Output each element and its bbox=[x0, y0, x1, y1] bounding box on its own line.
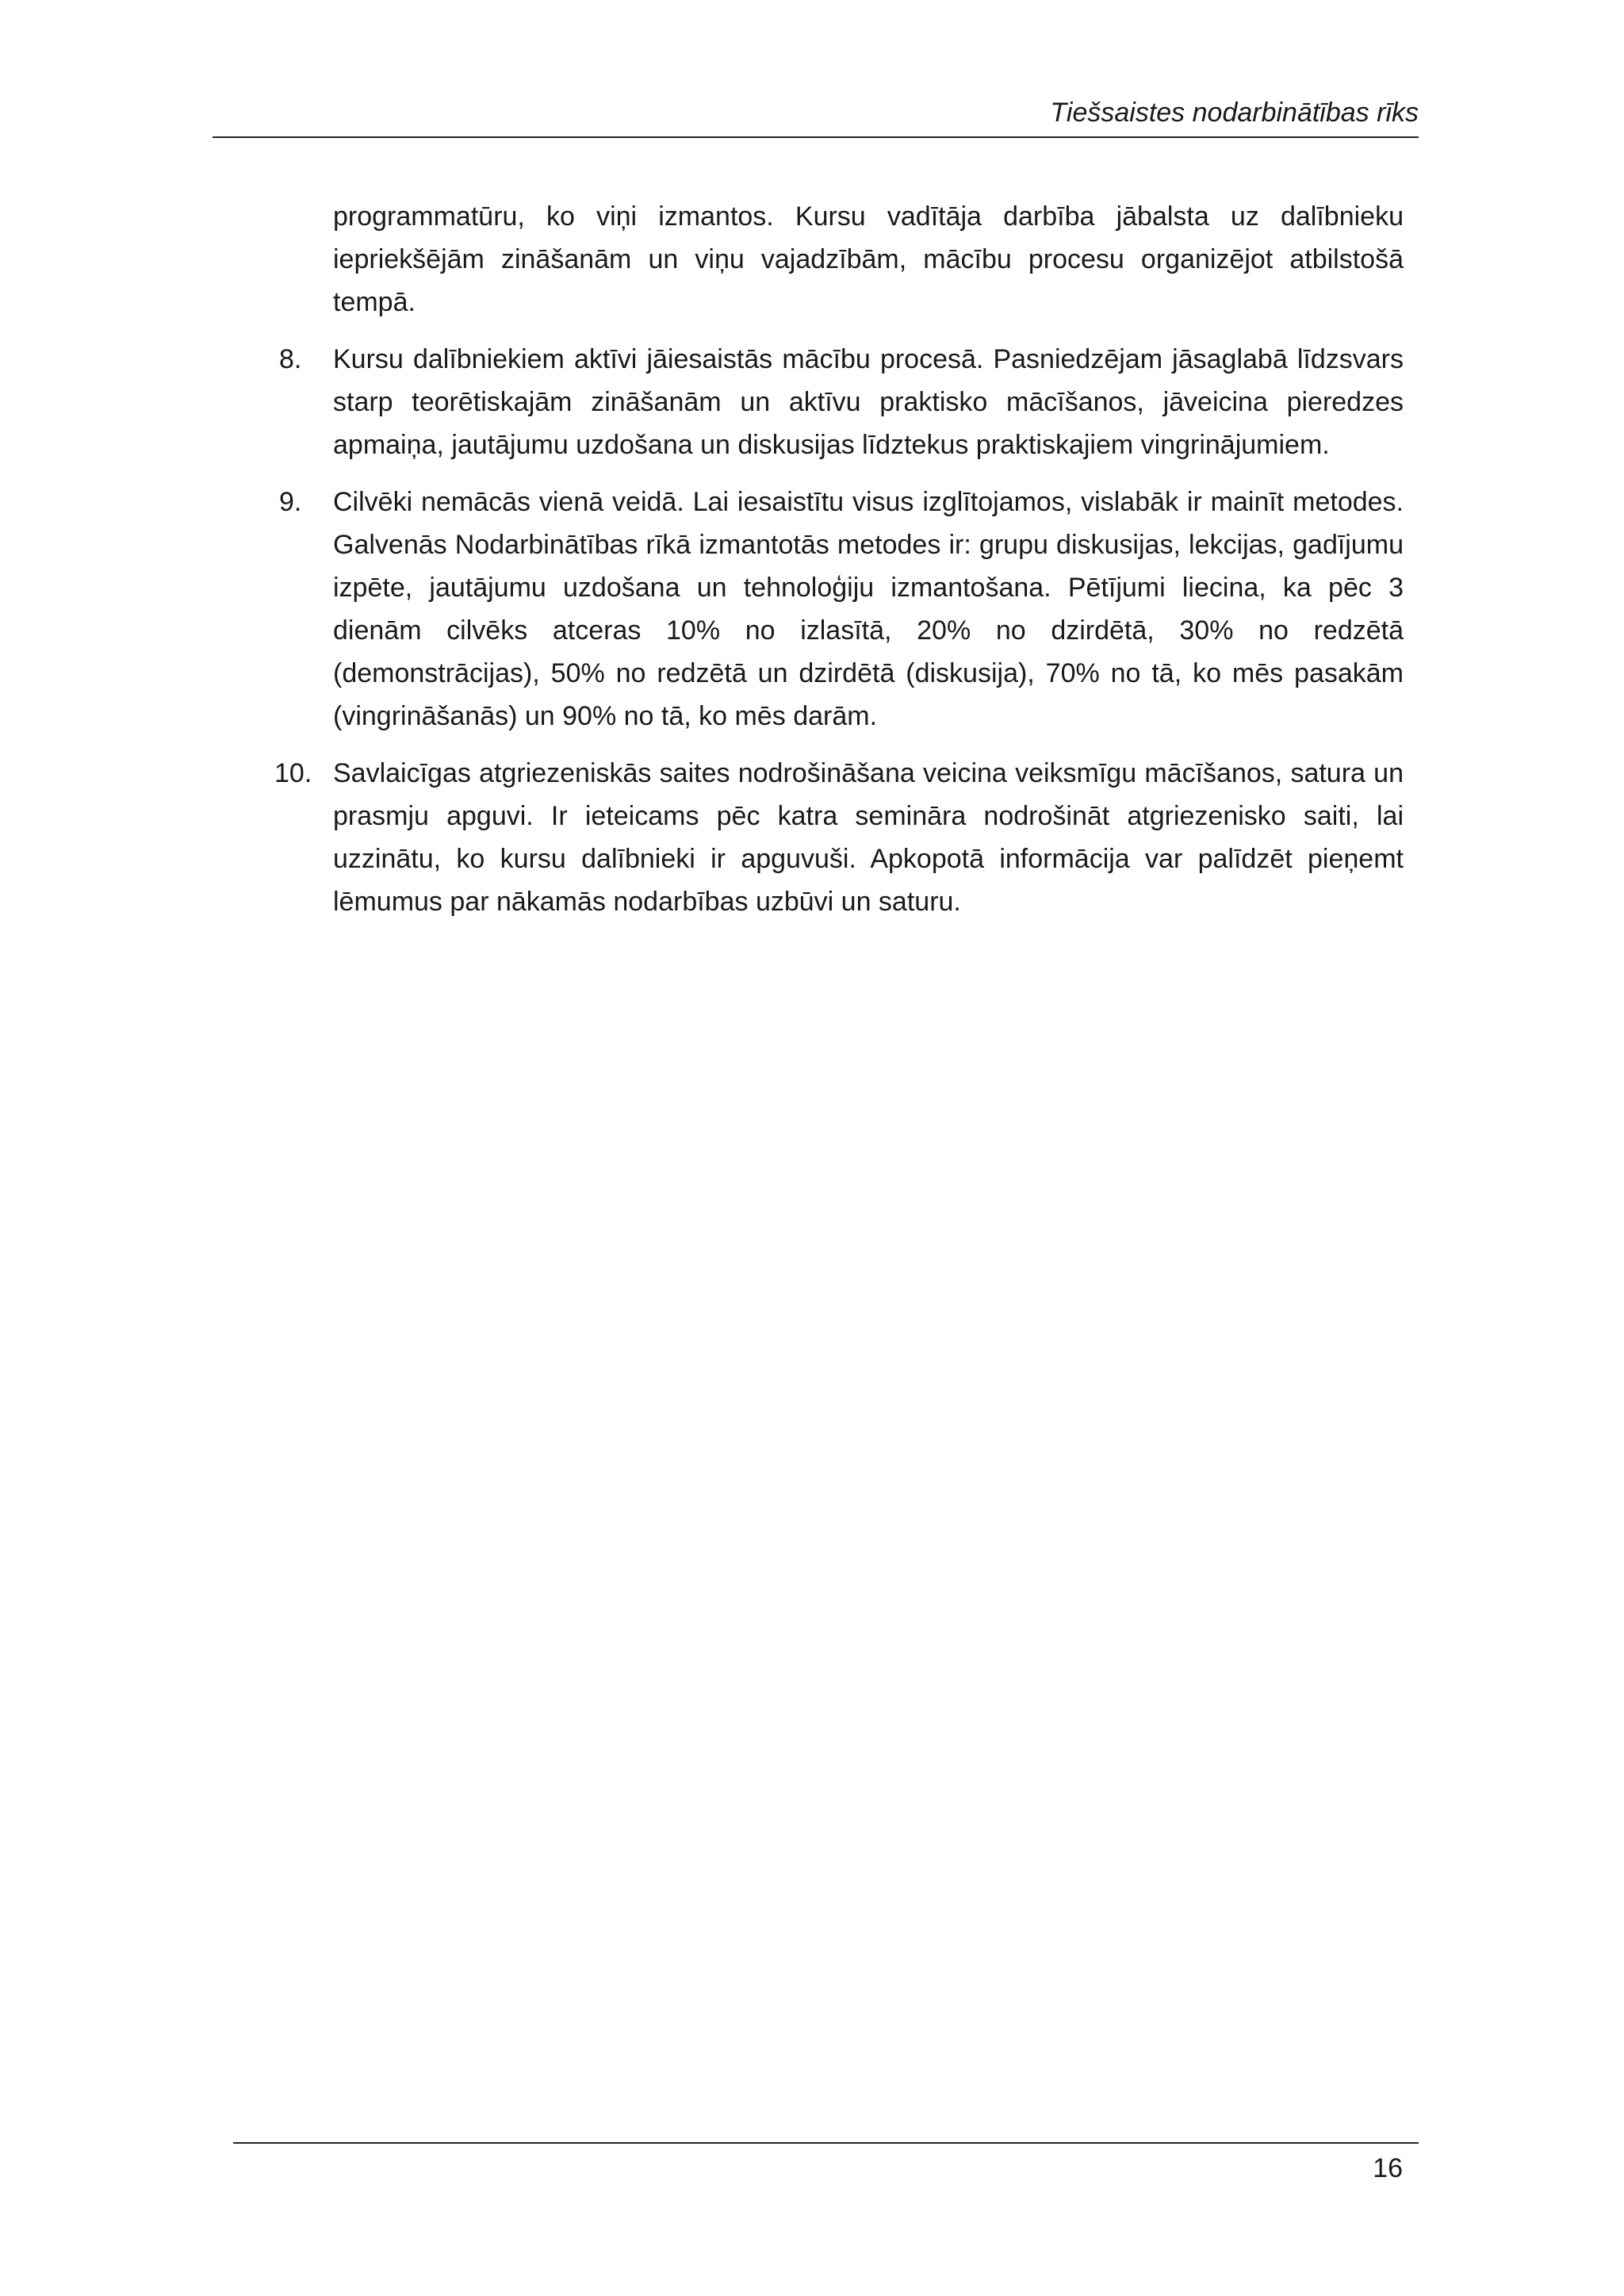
list-item-text: Savlaicīgas atgriezeniskās saites nodrošināšana veicina veiksmīgu mācīšanos, satura un prasmju apguvi. Ir ieteicams pēc katra semināra nodrošināt atgriezenisko saiti, lai uzzinātu, ko kursu dalībnieki ir apguvuši. Apkopotā informācija var palīdzēt pieņemt lēmumus par nākamās nodarbības uzbūvi un saturu. bbox=[333, 758, 1404, 917]
page-header bbox=[213, 97, 1419, 138]
list-item bbox=[279, 338, 1404, 466]
footer-divider bbox=[233, 2142, 1419, 2144]
list-item bbox=[279, 481, 1404, 738]
list-item-number: 8. bbox=[279, 344, 302, 374]
continuation-paragraph: programmatūru, ko viņi izmantos. Kursu vadītāja darbība jābalsta uz dalībnieku iepriekšējām zināšanām un viņu vajadzībām, mācību procesu organizējot atbilstošā tempā. bbox=[333, 201, 1404, 317]
document-body bbox=[274, 195, 1404, 937]
page-number: 16 bbox=[1373, 2153, 1403, 2183]
header-title: Tiešsaistes nodarbinātības rīks bbox=[1050, 98, 1419, 128]
list-item-text: Cilvēki nemācās vienā veidā. Lai iesaistītu visus izglītojamos, vislabāk ir mainīt metodes. Galvenās Nodarbinātības rīkā izmantotās metodes ir: grupu diskusijas, lekcijas, gadījumu izpēte, jautājumu uzdošana un tehnoloģiju izmantošana. Pētījumi liecina, ka pēc 3 dienām cilvēks atceras 10% no izlasītā, 20% no dzirdētā, 30% no redzētā (demonstrācijas), 50% no redzētā un dzirdētā (diskusija), 70% no tā, ko mēs pasakām (vingrināšanās) un 90% no tā, ko mēs darām. bbox=[333, 487, 1404, 731]
list-item-text: Kursu dalībniekiem aktīvi jāiesaistās mācību procesā. Pasniedzējam jāsaglabā līdzsvars starp teorētiskajām zināšanām un aktīvu praktisko mācīšanos, jāveicina pieredzes apmaiņa, jautājumu uzdošana un diskusijas līdztekus praktiskajiem vingrinājumiem. bbox=[333, 344, 1404, 460]
list-item-number: 10. bbox=[274, 758, 312, 788]
list-item bbox=[274, 752, 1404, 923]
numbered-list bbox=[274, 338, 1404, 923]
list-item-number: 9. bbox=[279, 487, 302, 517]
